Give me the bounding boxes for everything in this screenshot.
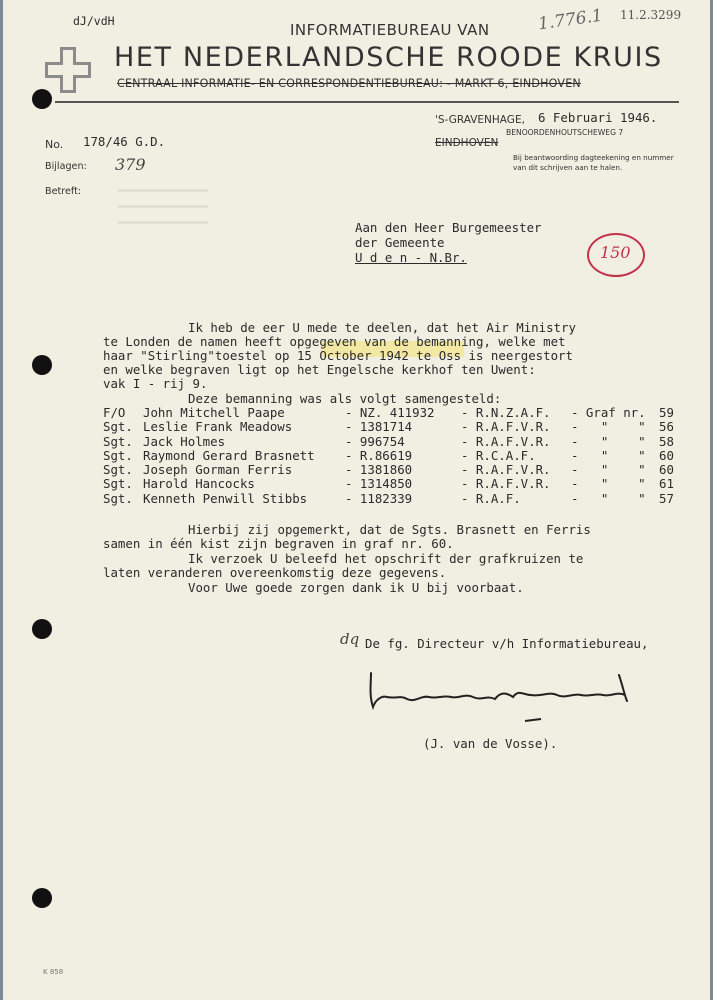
betreft-label: Betreft: (45, 186, 82, 197)
crew-nr: 57 (659, 490, 674, 506)
no-label: No. (45, 138, 64, 151)
signature (365, 655, 645, 735)
crew-unit: - R.A.F.V.R. (461, 462, 551, 478)
punch-hole (32, 619, 52, 639)
crew-name: Leslie Frank Meadows (143, 419, 293, 435)
crew-rank: Sgt. (103, 490, 133, 506)
crew-nr: 60 (659, 447, 674, 463)
crew-name: Kenneth Penwill Stibbs (143, 490, 308, 506)
recipient-line1: Aan den Heer Burgemeester (355, 220, 542, 235)
crew-number: - 1314850 (345, 476, 413, 492)
crew-name: Harold Hancocks (143, 476, 255, 492)
body-p3-line1: Hierbij zij opgemerkt, dat de Sgts. Brasnett en Ferris (188, 522, 591, 537)
crew-row (103, 420, 679, 434)
crew-rank: Sgt. (103, 476, 133, 492)
red-cross-logo (45, 47, 91, 93)
letterhead-top: INFORMATIEBUREAU VAN (290, 21, 490, 39)
crew-number: - R.86619 (345, 447, 413, 463)
letterhead-rule (55, 101, 679, 103)
body-p1-line3: haar "Stirling"toestel op 15 October 1942 te Oss is neergestort (103, 348, 573, 363)
crew-grave: - " " (571, 476, 646, 492)
reply-note-line2: van dit schrijven aan te halen. (513, 163, 623, 172)
body-p5: Voor Uwe goede zorgen dank ik U bij voorbaat. (188, 580, 524, 595)
bijlagen-label: Bijlagen: (45, 161, 87, 172)
crew-number: - 996754 (345, 433, 405, 449)
crew-rank: F/O (103, 405, 126, 420)
crew-unit: - R.A.F.V.R. (461, 476, 551, 492)
crew-row (103, 449, 679, 463)
crew-rank: Sgt. (103, 433, 133, 449)
crew-number: - 1381714 (345, 419, 413, 435)
crew-rank: Sgt. (103, 462, 133, 478)
body-p3-line2: samen in één kist zijn begraven in graf nr. 60. (103, 536, 454, 551)
archive-number: 1.776.1 (536, 5, 604, 35)
form-code: K 858 (43, 968, 64, 976)
body-p1-line1: Ik heb de eer U mede te deelen, dat het Air Ministry (188, 320, 576, 335)
crew-unit: - R.A.F. (461, 490, 521, 506)
crew-table (103, 406, 679, 506)
crew-grave: - Graf nr. (571, 405, 646, 420)
punch-hole (32, 888, 52, 908)
body-p1-line5: vak I - rij 9. (103, 376, 208, 391)
closing-title: De fg. Directeur v/h Informatiebureau, (365, 636, 649, 651)
recipient-number: 150 (600, 243, 631, 262)
crew-number: - NZ. 411932 (345, 405, 435, 420)
crew-unit: - R.A.F.V.R. (461, 433, 551, 449)
signatory-name: (J. van de Vosse). (423, 736, 558, 751)
letter-address: BENOORDENHOUTSCHEWEG 7 (506, 128, 624, 137)
crew-grave: - " " (571, 462, 646, 478)
crew-row (103, 477, 679, 491)
body-p1-line4: en welke begraven ligt op het Engelsche kerkhof ten Uwent: (103, 362, 536, 377)
crew-unit: - R.N.Z.A.F. (461, 405, 551, 420)
crew-name: Raymond Gerard Brasnett (143, 447, 315, 463)
letterhead-title: HET NEDERLANDSCHE ROODE KRUIS (114, 42, 663, 73)
crew-row (103, 435, 679, 449)
bijlagen-value: 379 (115, 155, 146, 174)
letter-number: 178/46 G.D. (83, 134, 166, 149)
crew-grave: - " " (571, 433, 646, 449)
crew-unit: - R.C.A.F. (461, 447, 536, 463)
faded-pencil-marks (118, 181, 208, 233)
old-place: EINDHOVEN (435, 137, 499, 149)
body-p2: Deze bemanning was als volgt samengesteld: (188, 391, 502, 406)
crew-name: John Mitchell Paape (143, 405, 285, 420)
crew-number: - 1182339 (345, 490, 413, 506)
crew-grave: - " " (571, 419, 646, 435)
crew-number: - 1381860 (345, 462, 413, 478)
letter-place: 'S-GRAVENHAGE, (435, 114, 525, 126)
crew-row (103, 463, 679, 477)
body-p4-line2: laten veranderen overeenkomstig deze gegevens. (103, 565, 447, 580)
crew-row (103, 406, 679, 420)
crew-name: Jack Holmes (143, 433, 226, 449)
closing-initial: dq (340, 630, 360, 648)
crew-grave: - " " (571, 490, 646, 506)
letter-page (3, 0, 710, 1000)
recipient-line2: der Gemeente (355, 235, 445, 250)
crew-rank: Sgt. (103, 419, 133, 435)
crew-nr: 58 (659, 433, 674, 449)
recipient-line3: U d e n - N.Br. (355, 250, 467, 265)
crew-nr: 60 (659, 462, 674, 478)
letterhead-subtitle: CENTRAAL INFORMATIE- EN CORRESPONDENTIEBUREAU: - MARKT 6, EINDHOVEN (117, 77, 581, 90)
crew-rank: Sgt. (103, 447, 133, 463)
crew-row (103, 492, 679, 506)
reply-note-line1: Bij beantwoording dagteekening en nummer (513, 153, 674, 162)
typist-initials: dJ/vdH (73, 14, 115, 28)
letter-date: 6 Februari 1946. (538, 110, 658, 125)
crew-nr: 61 (659, 476, 674, 492)
punch-hole (32, 355, 52, 375)
crew-name: Joseph Gorman Ferris (143, 462, 293, 478)
crew-grave: - " " (571, 447, 646, 463)
crew-nr: 59 (659, 405, 674, 420)
body-p1-line2: te Londen de namen heeft opgegeven van de bemanning, welke met (103, 334, 566, 349)
crew-unit: - R.A.F.V.R. (461, 419, 551, 435)
body-p4-line1: Ik verzoek U beleefd het opschrift der grafkruizen te (188, 551, 584, 566)
archive-reference: 11.2.3299 (620, 8, 682, 22)
crew-nr: 56 (659, 419, 674, 435)
